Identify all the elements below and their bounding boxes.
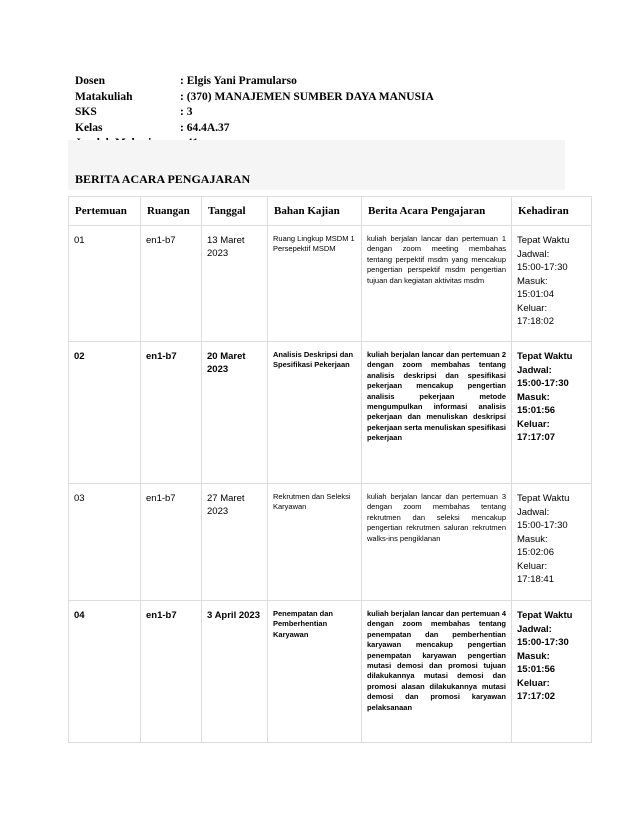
table-row [69,342,592,484]
jadwal-label: Jadwal: [517,506,550,518]
sks-value: : 3 [180,106,193,118]
status-text: Tepat Waktu [517,351,573,362]
attendance-table [68,196,592,743]
keluar-value: 17:17:07 [517,432,556,443]
status-text: Tepat Waktu [517,493,570,504]
matakuliah-value: : (370) MANAJEMEN SUMBER DAYA MANUSIA [180,90,434,103]
keluar-value: 17:18:41 [517,574,554,585]
masuk-label: Masuk: [517,275,548,287]
table-row [69,484,592,601]
table-header-row [69,197,592,226]
pertemuan-cell: 03 [69,484,141,601]
status-text: Tepat Waktu [517,610,573,621]
masuk-value: 15:01:56 [517,405,556,416]
kelas-row [75,121,434,137]
pertemuan-cell: 04 [69,601,141,743]
dosen-row [75,74,434,90]
keluar-label: Keluar: [517,418,550,430]
kehadiran-cell [512,342,592,484]
kehadiran-cell [512,226,592,342]
masuk-label: Masuk: [517,533,548,545]
pertemuan-cell: 02 [69,342,141,484]
tanggal-cell: 3 April 2023 [202,601,268,743]
table-row [69,601,592,743]
tanggal-cell: 27 Maret 2023 [202,484,268,601]
berita-cell: kuliah berjalan lancar dan pertemuan 1 dengan zoom meeting membahas tentang perpektif msdm yang mencakup pengertian perspektif msdm pengertian tujuan dan kegiatan aktivitas msdm [362,226,512,342]
kelas-label: Kelas [75,121,103,134]
sks-row [75,105,434,121]
bahan-cell: Rekrutmen dan Seleksi Karyawan [268,484,362,601]
jadwal-value: 15:00-17:30 [517,520,568,531]
bahan-cell: Penempatan dan Pemberhentian Karyawan [268,601,362,743]
ruangan-cell: en1-b7 [141,601,202,743]
page-title: BERITA ACARA PENGAJARAN [75,172,251,186]
col-bahan: Bahan Kajian [268,197,362,226]
matakuliah-row [75,90,434,106]
dosen-value: : Elgis Yani Pramularso [180,75,297,87]
jadwal-label: Jadwal: [517,248,550,260]
keluar-value: 17:18:02 [517,316,554,327]
sks-label: SKS [75,106,97,118]
col-kehadiran: Kehadiran [512,197,592,226]
berita-cell: kuliah berjalan lancar dan pertemuan 3 dengan zoom membahas tentang rekrutmen dan seleksi mencakup pengertian rekrutmen saluran rekrutmen walks-ins pengiklanan [362,484,512,601]
bahan-cell: Ruang Lingkup MSDM 1 Persepektif MSDM [268,226,362,342]
pertemuan-cell: 01 [69,226,141,342]
masuk-value: 15:01:04 [517,289,554,300]
keluar-label: Keluar: [517,677,550,689]
col-tanggal: Tanggal [202,197,268,226]
col-pertemuan: Pertemuan [69,197,141,226]
tanggal-cell: 20 Maret 2023 [202,342,268,484]
masuk-value: 15:02:06 [517,547,554,558]
status-text: Tepat Waktu [517,235,570,246]
jadwal-label: Jadwal: [517,623,552,635]
jadwal-value: 15:00-17:30 [517,262,568,273]
keluar-label: Keluar: [517,302,548,314]
jadwal-value: 15:00-17:30 [517,637,569,648]
table-row [69,226,592,342]
keluar-value: 17:17:02 [517,691,556,702]
jadwal-value: 15:00-17:30 [517,378,569,389]
masuk-value: 15:01:56 [517,664,556,675]
ruangan-cell: en1-b7 [141,342,202,484]
jadwal-label: Jadwal: [517,364,552,376]
kehadiran-cell [512,601,592,743]
ruangan-cell: en1-b7 [141,226,202,342]
berita-cell: kuliah berjalan lancar dan pertemuan 4 dengan zoom membahas tentang penempatan dan pemberhentian karyawan mencakup pengertian penempatan karyawan pengertian mutasi demosi dan promosi tujuan dilakukannya mutasi demosi dan promosi alasan dilakukannya mutasi demosi dan promosi karyawan pelaksanaan [362,601,512,743]
berita-cell: kuliah berjalan lancar dan pertemuan 2 dengan zoom membahas tentang analisis deskripsi dan spesifikasi pekerjaan mencakup pengertian analisis pekerjaan metode mengumpulkan informasi analisis pekerjaan dan menuliskan deskripsi pekerjaan serta menuliskan spesifikasi pekerjaan [362,342,512,484]
matakuliah-label: Matakuliah [75,90,133,103]
kelas-value: : 64.4A.37 [180,121,230,134]
masuk-label: Masuk: [517,391,550,403]
col-ruangan: Ruangan [141,197,202,226]
keluar-label: Keluar: [517,560,548,572]
col-berita: Berita Acara Pengajaran [362,197,512,226]
bahan-cell: Analisis Deskripsi dan Spesifikasi Pekerjaan [268,342,362,484]
kehadiran-cell [512,484,592,601]
ruangan-cell: en1-b7 [141,484,202,601]
dosen-label: Dosen [75,75,106,87]
tanggal-cell: 13 Maret 2023 [202,226,268,342]
masuk-label: Masuk: [517,650,550,662]
